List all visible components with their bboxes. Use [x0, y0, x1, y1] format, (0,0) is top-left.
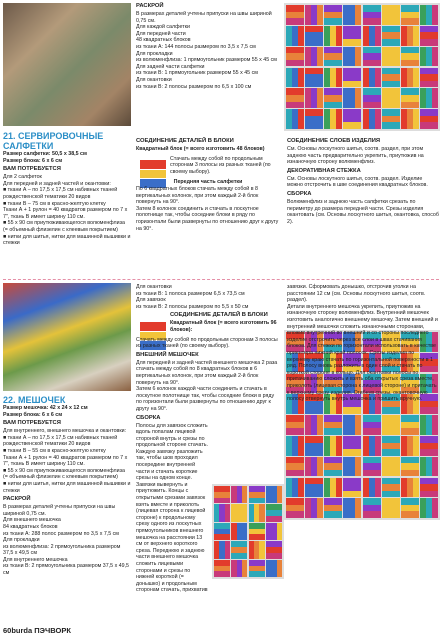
need-text: Для 2 салфеток Для передней и задней частей и окантовки: ■ ткани А – по 17,5 x 17,5 см набивных тканей рождественской тематики 20 видов ■ ткани В – 75 см в красно-желтую клетку Ткани А + 1 рулон = 40 квадратов размером по 7 x 7", ткань В имеет ширину 110 см. ■ 55 x 90 см приутюживающегося волюменфлиза (= объемный флизелин с клеевым покрытием) ■ нитки для шитья, нитки для машинной вышивки и стежки — [3, 174, 131, 247]
quilt-block — [343, 478, 361, 498]
cut-heading: РАСКРОЙ — [136, 3, 164, 9]
quilt-block — [343, 88, 361, 108]
quilt-block — [363, 26, 381, 46]
quilt-block — [420, 478, 438, 498]
quilt-block — [286, 457, 304, 477]
column-middle-1 — [136, 3, 280, 90]
quilt-block — [382, 68, 400, 88]
quilt-block — [343, 436, 361, 456]
quilt-block — [343, 47, 361, 67]
cut-text-2: В размерах деталей учтены припуски на швы шириной 0,75 см. Для внешнего мешочка 84 квадратных блоков из ткани А: 288 полос размером по 3,5 x 7,5 см Для прокладки из волюменфлиза: 2 прямоугольника размером 37,5 x 49,5 см Для внутреннего мешочка из ткани В: 2 прямоугольника размером 37,5 x 49,5 см — [3, 504, 130, 577]
quilt-block — [305, 498, 323, 518]
quilt-block — [363, 109, 381, 129]
quilt-block — [286, 88, 304, 108]
quilt-block — [324, 26, 342, 46]
quilt-block — [420, 415, 438, 435]
assembly-heading-2: СБОРКА — [136, 414, 161, 421]
section-divider — [3, 279, 439, 280]
right-text-2: завязки. Сформовать донышко, отстрочив уголки на расстоянии 12 см (см. Основы лоскутного шитья, соотв. раздел). Детали внутреннего мешочка укрепить, приутюжив на изнаночную сторону волюменфлиз. Внутренний мешочек изготовить аналогично внешнему мешочку. Затем внешний и внутренний мешочки сложить изнаночными сторонами, вложив внутренний во внешний и со стороны последнего изделие отстрочить через все слои в швах стачивания блоков. Для стежки по горизонтали использовать в качестве ориентира нижний край полосок. Срезы изделия по верхнему краю стачать по горизонтальной поверхности в 1 ряд. Полосу вновь разложить в один слой и стачать по короткой стороне в кольцо. Для окантовки полосы по притачиванию сложить и взять оба открытых среза вместе, приколоть (лицевая сторона к лицевой стороне) и притачать к верхнему срезу изделия. Огибнув срезы, окантовочную полосу отвернуть внутрь мешочка и пришить вручную. — [287, 284, 438, 403]
quilt-block — [324, 415, 342, 435]
assembly-text-2: Полосы для завязок сложить вдоль попалам лицевой стороной внутрь и срезы по продольной стороне стачать. Каждую завязку разложить так, чтобы шов проходил посередине внутренней части и стачать короткие срезы на одном конце. Завязки вывернуть и приутюжить. Концы с открытыми срезами завязок взять вместе и приколоть (лицевая сторона к лицевой стороне) к продольному срезу одного из лоскутных прямоугольников внешнего мешочка на расстоянии 13 см от верхнего короткого среза. Переднюю и заднюю части внешнего мешочка сложить лицевыми сторонами и срезы по нижней короткой (= донышко) и продольным сторонам стачать, прихватив — [136, 422, 209, 594]
join-heading: СОЕДИНЕНИЕ ДЕТАЛЕЙ В БЛОКИ — [136, 138, 234, 144]
quilt-block — [286, 109, 304, 129]
placemat-photo — [3, 3, 131, 126]
quilt-block — [363, 47, 381, 67]
outer-text: Для передней и задней частей внешнего мешочка 2 раза стачать между собой по 8 квадратных блоков в 6 вертикальных колонок, при этом каждый 2-й блок повернуть на 90°. Затем 6 колонок каждой части соединить и стачать в лоскутное полотнище так, чтобы соседние блоки в ряду по горизонтали были развернуты по отношению друг к другу на 90°. — [136, 359, 278, 412]
quilt-block — [401, 88, 419, 108]
join-sub: Квадратный блок (= всего изготовить 48 блоков) — [136, 146, 265, 152]
column-middle-2 — [136, 284, 280, 594]
sizes: Размер салфетки: 50,5 x 38,5 см Размер блока: 6 x 6 см — [3, 151, 87, 164]
quilt-block — [324, 47, 342, 67]
quilt-block — [401, 47, 419, 67]
quilt-block — [420, 68, 438, 88]
front-text: По 6 квадратных блоков стачать между собой в 8 вертикальных колонок, при этом каждый 2-й блок повернуть на 90°. Затем 8 колонок соединить и стачать в лоскутное полотнище так, чтобы соседние блоки в ряду по горизонтали были развернуты по отношению друг к другу на 90°. — [136, 185, 279, 232]
quilt-block — [420, 457, 438, 477]
quilt-block — [324, 88, 342, 108]
quilt-block — [343, 68, 361, 88]
quilt-block — [382, 436, 400, 456]
quilt-block — [363, 478, 381, 498]
quilt-block — [286, 26, 304, 46]
bag-photo — [3, 283, 131, 391]
binding-text: Для окантовки из ткани В: 1 полоса размером 6,5 x 73,5 см Для завязок из ткани В: 2 полосы размером по 5,5 x 50 см — [136, 284, 249, 310]
join-text: Стачать между собой по продольным сторонам 3 полосы из разных тканей (по своему выбору). — [170, 155, 271, 175]
quilt-block — [343, 415, 361, 435]
quilt-block — [401, 478, 419, 498]
quilt-block — [305, 457, 323, 477]
quilt-block — [324, 109, 342, 129]
quilt-block — [382, 478, 400, 498]
column-right-1 — [287, 136, 439, 225]
page-footer: 60burda ПЭЧВОРК — [3, 626, 71, 635]
quilt-block — [286, 436, 304, 456]
assembly-heading: СБОРКА — [287, 190, 312, 197]
quilt-block — [305, 5, 323, 25]
section-title: 21. СЕРВИРОВОЧНЫЕ САЛФЕТКИ — [3, 131, 104, 151]
quilt-block — [324, 68, 342, 88]
quilt-block — [305, 436, 323, 456]
need-heading-2: ВАМ ПОТРЕБУЕТСЯ — [3, 420, 61, 427]
layers-text: См. Основы лоскутного шитья, соотв. раздел, при этом заднюю часть предварительно укрепить, приутюжив на изнаночную сторону волюменфлиз. — [287, 146, 424, 166]
quilt-block — [363, 436, 381, 456]
quilt-block — [286, 498, 304, 518]
quilt-block — [401, 457, 419, 477]
quilt-block — [420, 5, 438, 25]
quilt-block — [401, 415, 419, 435]
quilt-block — [305, 88, 323, 108]
quilt-block — [305, 68, 323, 88]
quilt-block — [401, 5, 419, 25]
quilt-block — [363, 88, 381, 108]
quilt-block — [382, 498, 400, 518]
quilt-block — [382, 26, 400, 46]
quilt-block — [382, 47, 400, 67]
quilt-block — [363, 68, 381, 88]
quilt-block — [343, 498, 361, 518]
quilt-block — [343, 5, 361, 25]
quilt-block — [382, 109, 400, 129]
quilt-block — [305, 109, 323, 129]
quilt-block — [324, 5, 342, 25]
quilt-block — [420, 436, 438, 456]
quilt-block — [324, 457, 342, 477]
quilt-block — [382, 5, 400, 25]
quilt-block — [420, 47, 438, 67]
quilt-block — [305, 415, 323, 435]
quilt-block — [305, 47, 323, 67]
section-placemats — [3, 131, 131, 247]
quilt-block — [363, 415, 381, 435]
quilt-block — [420, 26, 438, 46]
layers-heading: СОЕДИНЕНИЕ СЛОЕВ ИЗДЕЛИЯ — [287, 138, 381, 144]
sizes-2: Размер мешочка: 42 x 24 x 12 см Размер блока: 6 x 6 см — [3, 405, 88, 418]
quilt-block — [420, 109, 438, 129]
quilt-block — [382, 415, 400, 435]
quilt-block — [286, 478, 304, 498]
quilt-block — [286, 5, 304, 25]
outer-heading: ВНЕШНИЙ МЕШОЧЕК — [136, 351, 199, 358]
join-sub-2: Квадратный блок (= всего изготовить 96 блоков): — [170, 320, 277, 333]
need-heading: ВАМ ПОТРЕБУЕТСЯ — [3, 166, 61, 173]
quilt-block — [324, 478, 342, 498]
quilt-block — [401, 436, 419, 456]
quilt-block — [401, 26, 419, 46]
quilt-block — [324, 436, 342, 456]
placemat-quilt-diagram — [284, 3, 440, 131]
quilt-block — [363, 5, 381, 25]
quilt-block — [382, 457, 400, 477]
quilt-block — [286, 68, 304, 88]
quilt-block — [286, 415, 304, 435]
section-title-2: 22. МЕШОЧЕК — [3, 395, 66, 405]
deco-heading: ДЕКОРАТИВНАЯ СТЕЖКА — [287, 167, 361, 174]
quilt-block — [363, 498, 381, 518]
section-bag — [3, 395, 131, 577]
front-heading: Передняя часть салфетки — [173, 179, 243, 186]
cut-heading-2: РАСКРОЙ — [3, 496, 31, 503]
quilt-block — [286, 47, 304, 67]
quilt-block — [343, 109, 361, 129]
quilt-block — [382, 88, 400, 108]
cut-text: В размерах деталей учтены припуски на швы шириной 0,75 см. Для каждой салфетки Для передней части 48 квадратных блоков из ткани А: 144 полосы размером по 3,5 x 7,5 см Для прокладки из волюменфлиза: 1 прямоугольник размером 55 x 45 см Для задней части салфетки из ткани В: 1 прямоугольник размером 55 x 45 см Для окантовки из ткани В: 2 полосы размером по 6,5 x 100 см — [136, 11, 277, 90]
quilt-block — [363, 457, 381, 477]
quilt-block — [401, 68, 419, 88]
quilt-block — [343, 26, 361, 46]
quilt-block — [305, 478, 323, 498]
quilt-block — [343, 457, 361, 477]
assembly-text: Волюменфлиз и заднюю часть салфетки срезать по периметру до размера передней части. Срезы изделия окантовать (см. Основы лоскутного шитья, окантовка, способ 2). — [287, 198, 439, 225]
quilt-block — [401, 109, 419, 129]
join-heading-2: СОЕДИНЕНИЕ ДЕТАЛЕЙ В БЛОКИ — [170, 312, 268, 319]
column-right-2 — [287, 284, 439, 403]
quilt-block — [324, 498, 342, 518]
quilt-block — [401, 498, 419, 518]
quilt-block — [305, 26, 323, 46]
column-middle-1b — [136, 136, 280, 232]
quilt-block — [420, 88, 438, 108]
need-text-2: Для внутреннего, внешнего мешочка и окантовки: ■ ткани А – по 17,5 x 17,5 см набивных тканей рождественской тематики 20 видов ■ ткани В – 55 см в красно-желтую клетку Ткани А + 1 рулон = 40 квадратов размером по 7 x 7", ткань В имеет ширину 110 см. ■ 55 x 90 см приутюживающегося волюменфлиза (= объемный флизелин с клеевым покрытием) ■ нитки для шитья, нитки для машинной вышивки и стежки — [3, 428, 131, 494]
quilt-block — [420, 498, 438, 518]
deco-text: См. Основы лоскутного шитья, соотв. раздел. Изделие можно отстрочить в шве соединения квадратных блоков. — [287, 175, 428, 189]
join-text-2: Стачать между собой по продольным сторонам 3 полосы из разных тканей (по своему выбору). — [136, 336, 278, 350]
